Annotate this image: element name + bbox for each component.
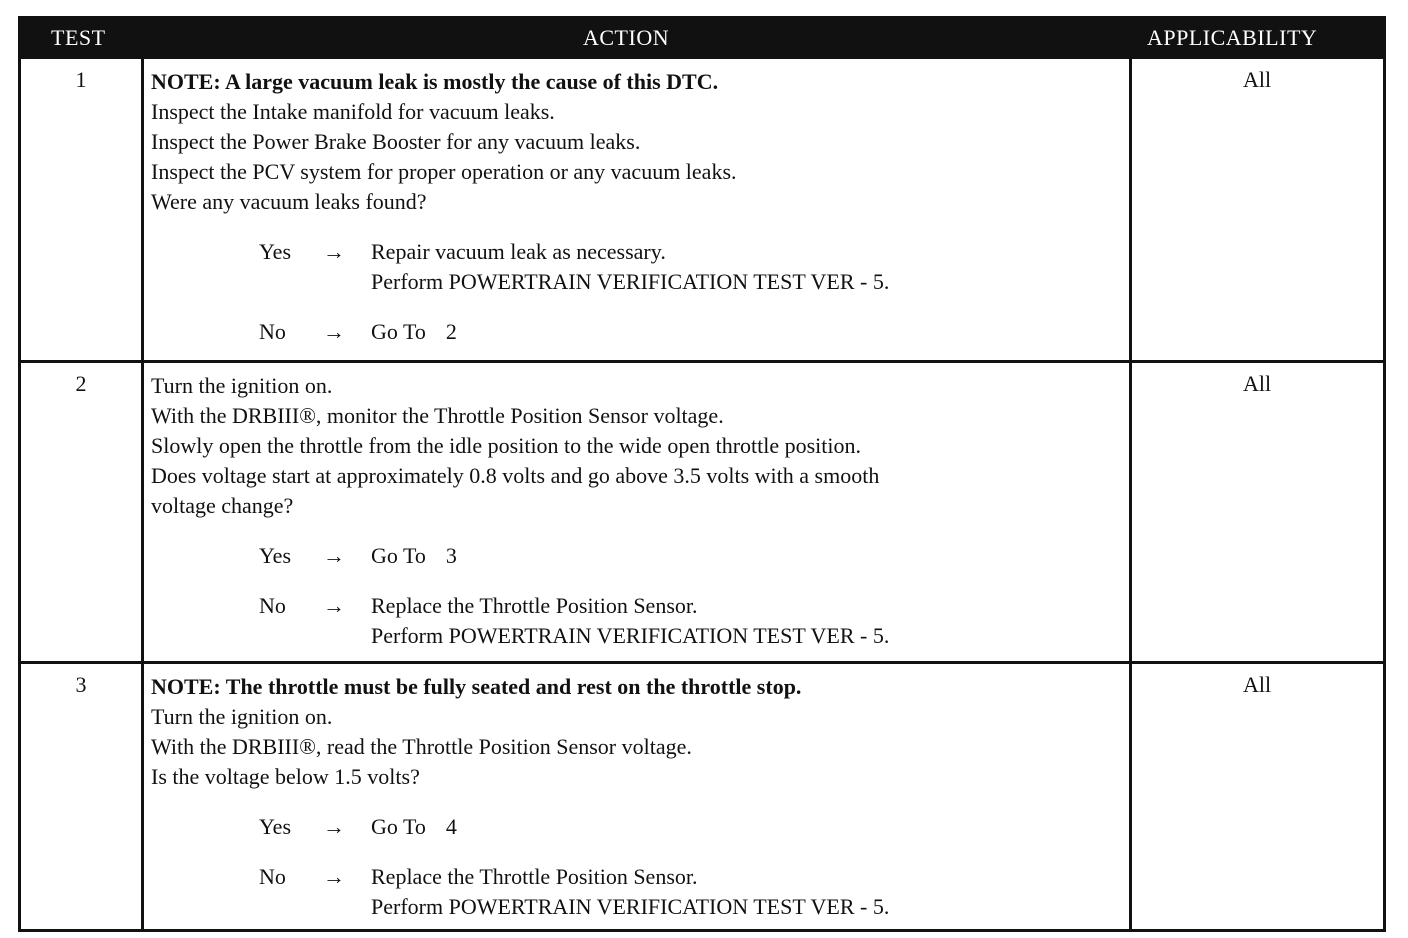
arrow-icon: → — [323, 239, 345, 264]
applicability-value: All — [1242, 67, 1272, 92]
goto-link[interactable] — [371, 541, 457, 571]
step-line: Turn the ignition on. — [151, 373, 333, 398]
goto-link[interactable] — [371, 812, 457, 842]
step-line: With the DRBIII®, monitor the Throttle Position Sensor voltage. — [151, 403, 724, 428]
step-line: Slowly open the throttle from the idle position to the wide open throttle position. — [151, 433, 862, 458]
goto-link[interactable] — [371, 317, 457, 347]
no-result: Replace the Throttle Position Sensor. — [371, 593, 698, 618]
yes-label: Yes — [259, 239, 292, 264]
step-line: Were any vacuum leaks found? — [151, 189, 427, 214]
step-line: With the DRBIII®, read the Throttle Position Sensor voltage. — [151, 734, 692, 759]
goto-text: Go To — [371, 543, 426, 568]
step-line: Does voltage start at approximately 0.8 volts and go above 3.5 volts with a smooth — [151, 463, 880, 488]
no-label: No — [259, 593, 286, 618]
yes-option — [151, 541, 1136, 571]
step-line: Inspect the Power Brake Booster for any vacuum leaks. — [151, 129, 641, 154]
yes-label: Yes — [259, 814, 292, 839]
note: NOTE: A large vacuum leak is mostly the cause of this DTC. — [151, 69, 719, 94]
arrow-icon: → — [323, 319, 345, 344]
goto-text: Go To — [371, 319, 426, 344]
step-line: voltage change? — [151, 493, 294, 518]
applicability-value: All — [1242, 371, 1272, 396]
no-option — [151, 317, 1136, 347]
no-result-verify: Perform POWERTRAIN VERIFICATION TEST VER - 5. — [371, 894, 890, 919]
test-number: 1 — [75, 67, 87, 92]
yes-option — [151, 812, 1136, 842]
action-cell — [151, 371, 1136, 651]
no-option — [151, 591, 1136, 651]
table-row — [21, 59, 1383, 360]
yes-option — [151, 237, 1136, 297]
test-number: 3 — [75, 672, 87, 697]
arrow-icon: → — [323, 814, 345, 839]
step-line: Inspect the Intake manifold for vacuum leaks. — [151, 99, 555, 124]
goto-number: 4 — [445, 814, 457, 839]
header-applicability: APPLICABILITY — [1147, 25, 1318, 50]
action-cell — [151, 672, 1136, 922]
action-cell — [151, 67, 1136, 347]
no-result-verify: Perform POWERTRAIN VERIFICATION TEST VER - 5. — [371, 623, 890, 648]
arrow-icon: → — [323, 864, 345, 889]
header-test: TEST — [51, 25, 106, 50]
goto-number: 3 — [445, 543, 457, 568]
goto-text: Go To — [371, 814, 426, 839]
yes-result: Repair vacuum leak as necessary. — [371, 239, 666, 264]
no-result: Replace the Throttle Position Sensor. — [371, 864, 698, 889]
table-header — [21, 19, 1383, 59]
arrow-icon: → — [323, 543, 345, 568]
yes-result-verify: Perform POWERTRAIN VERIFICATION TEST VER - 5. — [371, 269, 890, 294]
goto-number: 2 — [445, 319, 457, 344]
test-number: 2 — [75, 371, 87, 396]
arrow-icon: → — [323, 593, 345, 618]
no-label: No — [259, 864, 286, 889]
step-line: Turn the ignition on. — [151, 704, 333, 729]
table-row — [21, 661, 1383, 929]
note: NOTE: The throttle must be fully seated and rest on the throttle stop. — [151, 674, 802, 699]
no-label: No — [259, 319, 286, 344]
diagnostic-table — [18, 16, 1386, 932]
step-line: Is the voltage below 1.5 volts? — [151, 764, 420, 789]
header-action: ACTION — [583, 25, 670, 50]
yes-label: Yes — [259, 543, 292, 568]
no-option — [151, 862, 1136, 922]
applicability-value: All — [1242, 672, 1272, 697]
table-row — [21, 360, 1383, 661]
step-line: Inspect the PCV system for proper operation or any vacuum leaks. — [151, 159, 737, 184]
